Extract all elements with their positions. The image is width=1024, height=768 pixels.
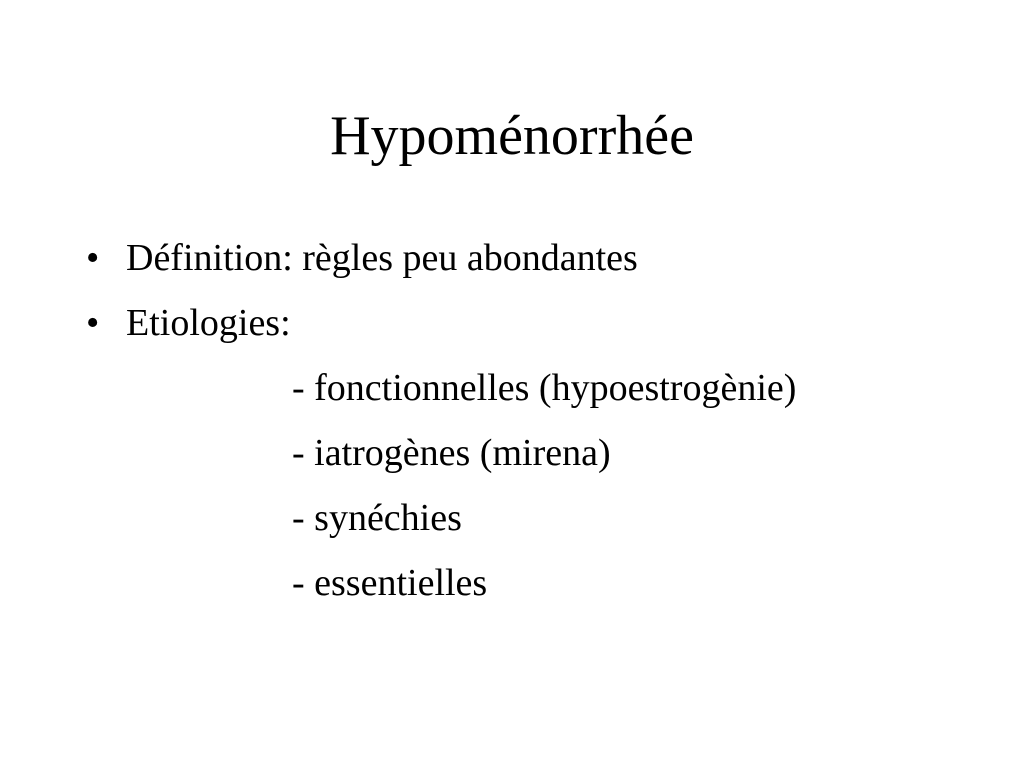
bullet-list — [86, 230, 986, 360]
bullet-text: Etiologies: — [126, 302, 291, 344]
etiology-sub-list — [292, 360, 992, 620]
bullet-item-definition — [86, 230, 986, 295]
sub-item-iatrogenic: - iatrogènes (mirena) — [292, 432, 611, 474]
bullet-marker: • — [86, 237, 100, 279]
sub-item-synechiae: - synéchies — [292, 497, 462, 539]
slide-title: Hypoménorrhée — [330, 105, 694, 167]
bullet-text: Définition: règles peu abondantes — [126, 237, 638, 279]
bullet-marker: • — [86, 302, 100, 344]
sub-item-functional: - fonctionnelles (hypoestrogènie) — [292, 367, 797, 409]
bullet-item-etiologies — [86, 295, 986, 360]
sub-item-essential: - essentielles — [292, 562, 488, 604]
